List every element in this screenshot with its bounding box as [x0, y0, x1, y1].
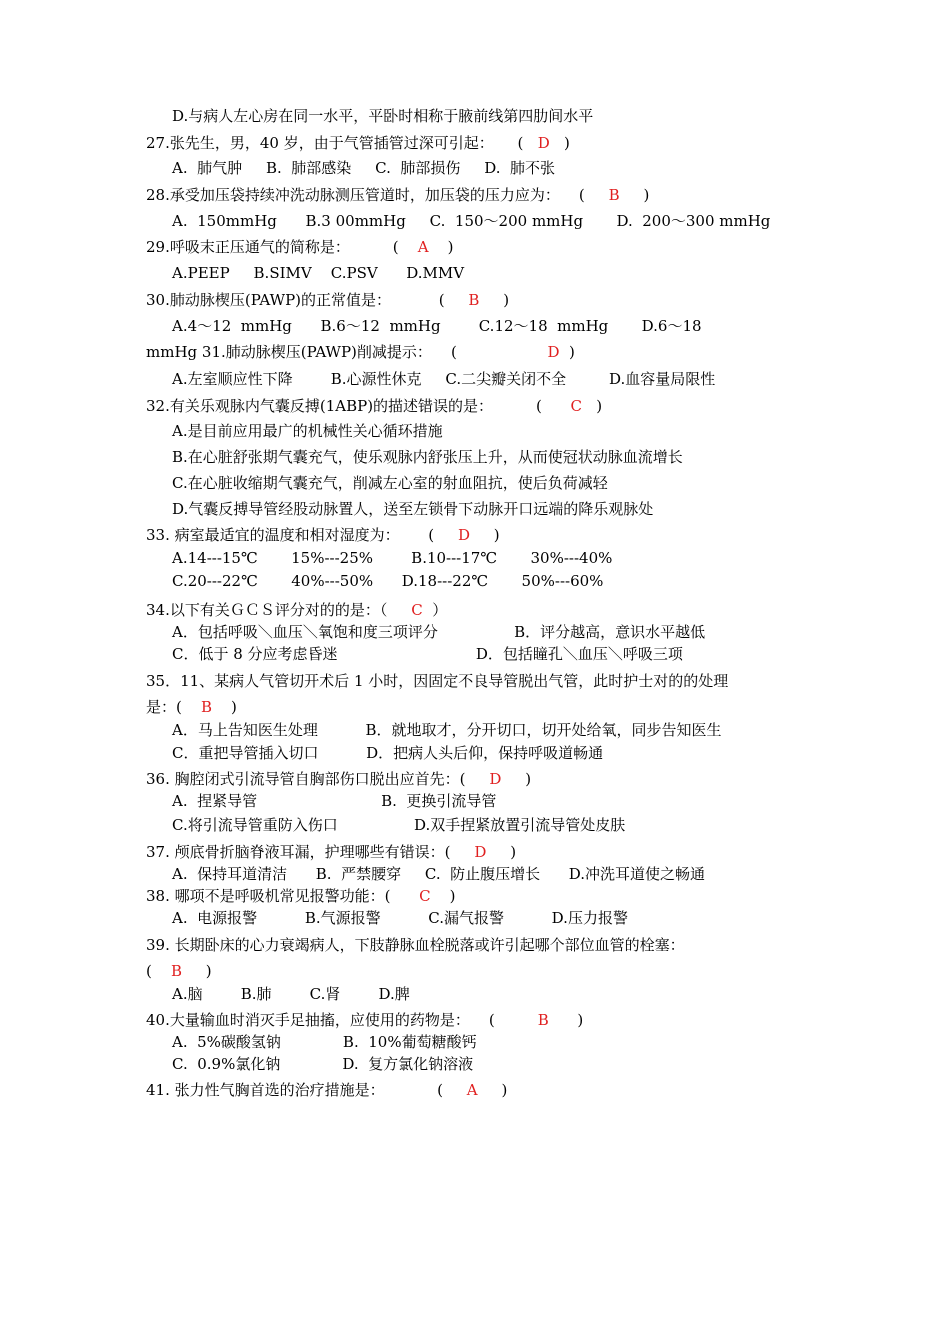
answer-mark: D [489, 770, 502, 788]
question-line [146, 671, 728, 691]
answer-mark: D [547, 343, 560, 361]
question-text: ) [581, 397, 603, 415]
question-text: ) [549, 134, 570, 152]
question-text: 39. 长期卧床的心力衰竭病人，下肢静脉血栓脱落或许引起哪个部位血管的栓塞： [146, 936, 685, 954]
question-text: 32.有关乐观脉内气囊反搏(1ABP)的描述错误的是： ( [146, 397, 571, 415]
question-line [146, 886, 456, 906]
option-line: A. 5%碳酸氢钠 B. 10%葡萄糖酸钙 [172, 1033, 477, 1051]
option-line: C．低于 8 分应考虑昏迷 D．包括瞳孔＼血压＼呼吸三项 [172, 645, 683, 663]
question-text: ) [479, 291, 510, 309]
question-text: ) [486, 843, 517, 861]
question-text: ) [559, 343, 575, 361]
question-text: 40.大量输血时消灭手足抽搐，应使用的药物是： ( [146, 1011, 538, 1029]
option-line: A.脑 B.肺 C.肾 D.脾 [172, 985, 410, 1003]
option-line: D.气囊反搏导管经股动脉置人，送至左锁骨下动脉开口远端的降乐观脉处 [172, 500, 654, 518]
question-text: ) [501, 770, 532, 788]
question-text: 37. 颅底骨折脑脊液耳漏，护理哪些有错误：( [146, 843, 475, 861]
question-line [146, 697, 237, 717]
option-line: A. 捏紧导管 B. 更换引流导管 [172, 792, 497, 810]
question-line [146, 1080, 507, 1100]
answer-mark: C [419, 887, 431, 905]
option-line: A.是目前应用最广的机械性关心循环措施 [172, 422, 443, 440]
question-line [146, 769, 531, 789]
question-text: 41. 张力性气胸首选的治疗措施是： ( [146, 1081, 467, 1099]
answer-mark: C [570, 397, 582, 415]
option-line: A. 肺气肿 B. 肺部感染 C. 肺部损伤 D. 肺不张 [172, 159, 556, 177]
question-text: mmHg 31.肺动脉楔压(PAWP)削减提示： ( [146, 343, 548, 361]
option-line: C．重把导管插入切口 D．把病人头后仰，保持呼吸道畅通 [172, 744, 604, 762]
option-line: A. 电源报警 B.气源报警 C.漏气报警 D.压力报警 [172, 909, 628, 927]
question-text: 33. 病室最适宜的温度和相对湿度为： ( [146, 526, 458, 544]
answer-mark: B [200, 698, 212, 716]
question-line [146, 842, 516, 862]
question-text: ) [211, 698, 237, 716]
question-text: 27.张先生，男，40 岁，由于气管插管过深可引起： ( [146, 134, 538, 152]
answer-mark: B [608, 186, 620, 204]
option-line: A. 保持耳道清洁 B. 严禁腰穿 C. 防止腹压增长 D.冲洗耳道使之畅通 [172, 865, 706, 883]
question-text: ) [548, 1011, 584, 1029]
question-text: ） [422, 601, 448, 619]
option-line: A．马上告知医生处理 B．就地取才，分开切口，切开处给氧，同步告知医生 [172, 721, 722, 739]
question-text: ) [477, 1081, 508, 1099]
question-text: ) [469, 526, 500, 544]
option-line: C.在心脏收缩期气囊充气，削减左心室的射血阻抗，使后负荷减轻 [172, 474, 608, 492]
option-line: A.4～12 mmHg B.6～12 mmHg C.12～18 mmHg D.6～18 [172, 317, 702, 335]
answer-mark: A [466, 1081, 478, 1099]
question-line [146, 342, 575, 362]
question-line [146, 1010, 583, 1030]
option-line: D.与病人左心房在同一水平，平卧时相称于腋前线第四肋间水平 [172, 107, 594, 125]
question-line [146, 185, 649, 205]
question-line [146, 600, 447, 620]
question-text: ) [428, 238, 454, 256]
answer-mark: A [417, 238, 429, 256]
question-text: 29.呼吸末正压通气的简称是： ( [146, 238, 418, 256]
option-line: A. 150mmHg B.3 00mmHg C. 150～200 mmHg D. 200～300 mmHg [172, 212, 771, 230]
question-line [146, 290, 509, 310]
answer-mark: B [170, 962, 182, 980]
question-text: 28.承受加压袋持续冲洗动脉测压管道时，加压袋的压力应为： ( [146, 186, 609, 204]
option-line: B.在心脏舒张期气囊充气，使乐观脉内舒张压上升，从而使冠状动脉血流增长 [172, 448, 683, 466]
question-text: 34.以下有关ＧＣＳ评分对的的是：（ [146, 601, 412, 619]
option-line: A．包括呼吸＼血压＼氧饱和度三项评分 B．评分越高，意识水平越低 [172, 623, 706, 641]
question-text: 是：( [146, 698, 201, 716]
answer-mark: D [457, 526, 470, 544]
question-text: 38. 哪项不是呼吸机常见报警功能：( [146, 887, 420, 905]
question-line [146, 525, 500, 545]
answer-mark: B [537, 1011, 549, 1029]
question-line [146, 935, 685, 955]
answer-mark: B [468, 291, 480, 309]
question-line [146, 237, 453, 257]
option-line: A.PEEP B.SIMV C.PSV D.MMV [172, 264, 465, 282]
option-line: C.将引流导管重防入伤口 D.双手捏紧放置引流导管处皮肤 [172, 816, 626, 834]
option-line: A.14---15℃ 15%---25% B.10---17℃ 30%---40% [172, 549, 613, 567]
option-line: C.20---22℃ 40%---50% D.18---22℃ 50%---60% [172, 572, 604, 590]
option-line: A.左室顺应性下降 B.心源性休克 C.二尖瓣关闭不全 D.血容量局限性 [172, 370, 716, 388]
option-line: C. 0.9%氯化钠 D. 复方氯化钠溶液 [172, 1055, 474, 1073]
question-text: 30.肺动脉楔压(PAWP)的正常值是： ( [146, 291, 469, 309]
question-text: 35．11、某病人气管切开术后 1 小时，因固定不良导管脱出气管，此时护士对的的处理 [146, 672, 729, 690]
question-text: ) [430, 887, 456, 905]
question-line [146, 133, 570, 153]
question-text: 36. 胸腔闭式引流导管自胸部伤口脱出应首先：( [146, 770, 490, 788]
question-line [146, 396, 602, 416]
question-line [146, 961, 212, 981]
question-text: ( [146, 962, 171, 980]
answer-mark: D [537, 134, 550, 152]
answer-mark: D [474, 843, 487, 861]
answer-mark: C [411, 601, 423, 619]
question-text: ) [181, 962, 212, 980]
question-text: ) [619, 186, 650, 204]
